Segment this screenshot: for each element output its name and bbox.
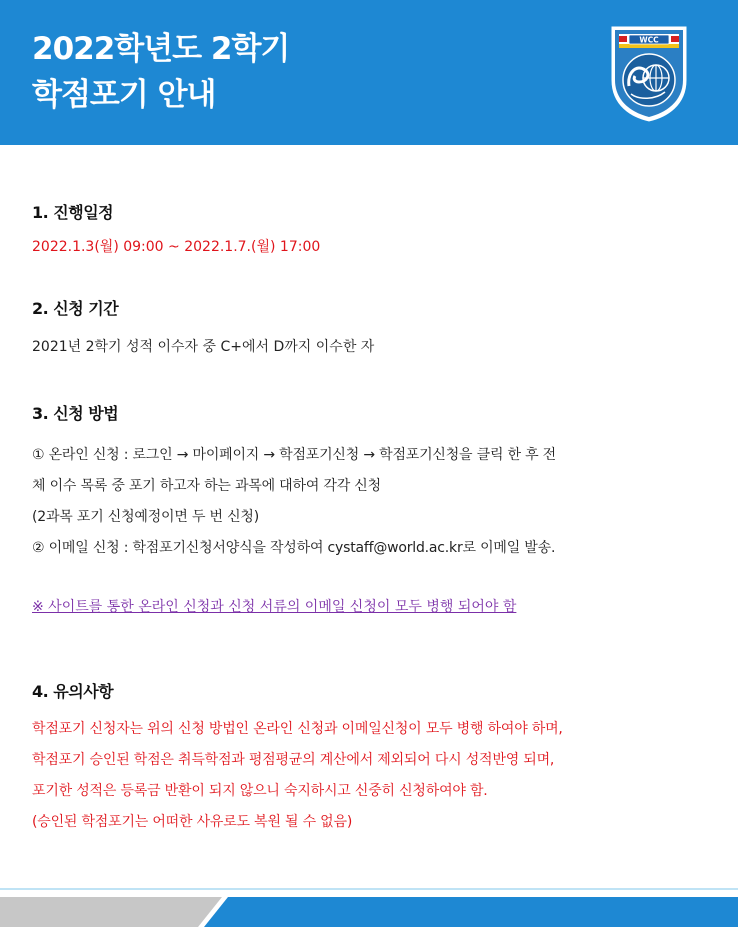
university-emblem-icon	[607, 22, 691, 124]
emblem-text: WCC	[639, 35, 659, 45]
caution-line: 포기한 성적은 등록금 반환이 되지 않으니 숙지하시고 신중히 신청하여야 함.	[32, 783, 488, 799]
schedule-text: 2022.1.3(월) 09:00 ~ 2022.1.7.(월) 17:00	[32, 239, 321, 255]
caution-list	[32, 714, 722, 838]
footer-band	[0, 897, 738, 927]
page-title	[32, 26, 289, 118]
page-title-line2: 학점포기 안내	[32, 77, 216, 113]
page-header	[0, 0, 738, 145]
caution-line: (승인된 학점포기는 어떠한 사유로도 복원 될 수 없음)	[32, 814, 353, 830]
section-title-method: 3. 신청 방법	[32, 404, 119, 423]
footer-divider	[0, 888, 738, 890]
section-title-caution: 4. 유의사항	[32, 682, 114, 701]
period-text: 2021년 2학기 성적 이수자 중 C+에서 D까지 이수한 자	[32, 339, 375, 355]
section-title-schedule: 1. 진행일정	[32, 203, 114, 222]
method-line: (2과목 포기 신청예정이면 두 번 신청)	[32, 509, 260, 525]
method-line: ② 이메일 신청 : 학점포기신청서양식을 작성하여 cystaff@world.ac.kr로 이메일 발송.	[32, 540, 556, 556]
page-title-line1: 2022학년도 2학기	[32, 31, 290, 67]
method-line: ① 온라인 신청 : 로그인 → 마이페이지 → 학점포기신청 → 학점포기신청을 클릭 한 후 전	[32, 447, 557, 463]
method-list	[32, 440, 712, 564]
notice-link[interactable]: ※ 사이트를 통한 온라인 신청과 신청 서류의 이메일 신청이 모두 병행 되어야 함	[32, 599, 517, 615]
caution-line: 학점포기 신청자는 위의 신청 방법인 온라인 신청과 이메일신청이 모두 병행 하여야 하며,	[32, 721, 563, 737]
section-title-period: 2. 신청 기간	[32, 299, 119, 318]
caution-line: 학점포기 승인된 학점은 취득학점과 평점평균의 계산에서 제외되어 다시 성적반영 되며,	[32, 752, 555, 768]
method-line: 체 이수 목록 중 포기 하고자 하는 과목에 대하여 각각 신청	[32, 478, 381, 494]
